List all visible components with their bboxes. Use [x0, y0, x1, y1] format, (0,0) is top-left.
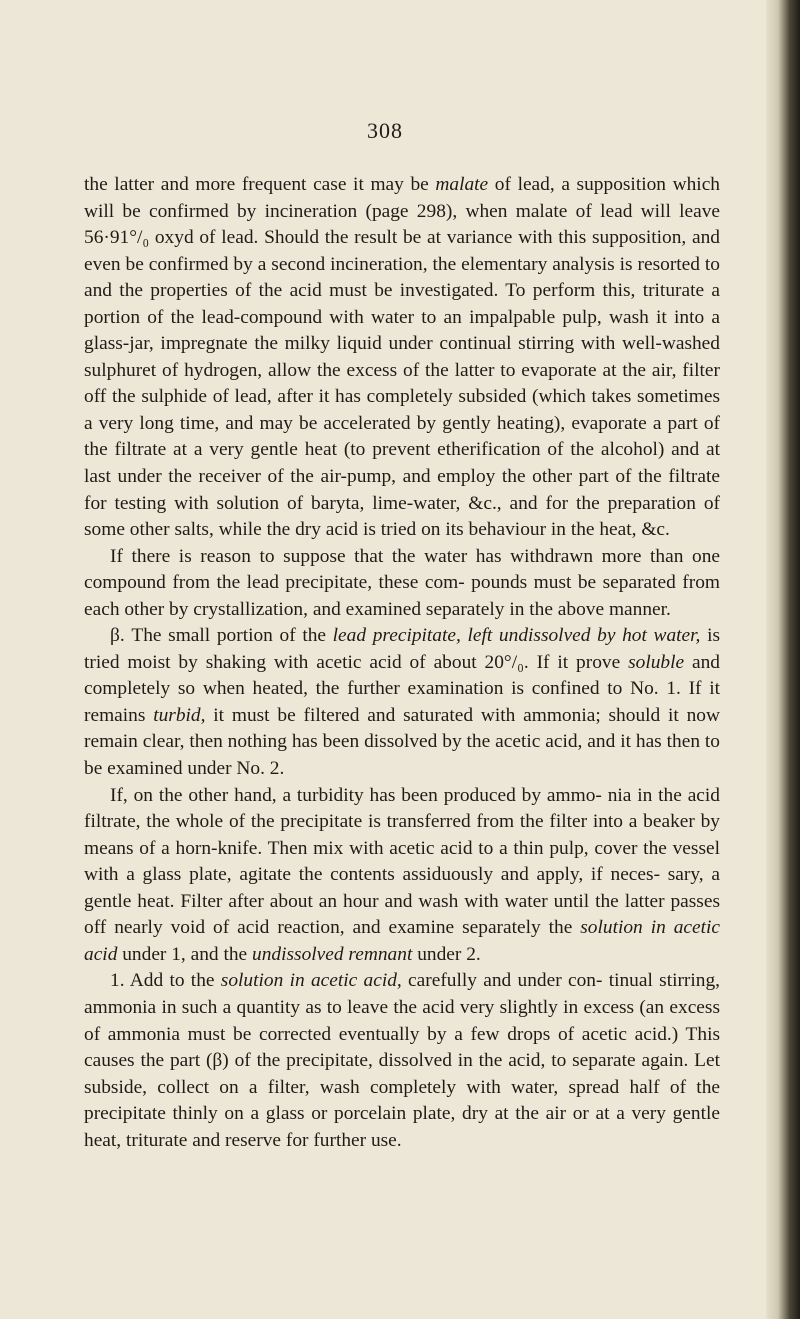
page-edge-shadow: [766, 0, 800, 1319]
paragraph-5: 1. Add to the solution in acetic acid, carefully and under con- tinual stirring, ammonia in such a quantity as to leave the acid very slightly in excess (an excess of ammonia must be corrected eventually by a few drops of acetic acid.) This causes the part (β) of the precipitate, dissolved in the acid, to separate again. Let subside, collect on a filter, wash completely with water, spread half of the precipitate thinly on a glass or porcelain plate, dry at the air or at a very gentle heat, triturate and reserve for further use.: [84, 970, 721, 1151]
paragraph-1: the latter and more frequent case it may be malate of lead, a supposition which will be confirmed by incineration (page 298), when malate of lead will leave 56·91°/₀ oxyd of lead. Should the result be at variance with this supposition, and even be confirmed by a second incineration, the elementary analysis is resorted to and the properties of the acid must be investigated. To perform this, triturate a portion of the lead-compound with water to an impalpable pulp, wash it into a glass-jar, impregnate the milky liquid under continual stirring with well-washed sulphuret of hydrogen, allow the excess of the latter to evaporate at the air, filter off the sulphide of lead, after it has completely subsided (which takes sometimes a very long time, and may be accelerated by gently heating), evaporate a part of the filtrate at a very gentle heat (to prevent etherification of the alcohol) and at last under the receiver of the air-pump, and employ the other part of the filtrate for testing with solution of baryta, lime-water, &c., and for the preparation of some other salts, while the dry acid is tried on its behaviour in the heat, &c.: [84, 174, 720, 541]
paragraph-2: If there is reason to suppose that the water has withdrawn more than one compound from the lead precipitate, these com- pounds must be separated from each other by crystallization, and examined separately in the above manner.: [84, 545, 720, 620]
paragraph-4: If, on the other hand, a turbidity has been produced by ammo- nia in the acid filtrate, the whole of the precipitate is transferred from the filter into a beaker by means of a horn-knife. Then mix with acetic acid to a thin pulp, cover the vessel with a glass plate, agitate the contents assiduously and apply, if neces- sary, a gentle heat. Filter after about an hour and wash with water until the latter passes off nearly void of acid reaction, and examine separately the solution in acetic acid under 1, and the undissolved remnant under 2.: [84, 784, 721, 965]
paragraph-3: β. The small portion of the lead precipitate, left undissolved by hot water, is tried moist by shaking with acetic acid of about 20°/₀. If it prove soluble and completely so when heated, the further examination is confined to No. 1. If it remains turbid, it must be filtered and saturated with ammonia; should it now remain clear, then nothing has been dissolved by the acetic acid, and it has then to be examined under No. 2.: [84, 625, 721, 780]
page-number: 308: [367, 118, 403, 143]
body-text: [84, 172, 720, 1154]
